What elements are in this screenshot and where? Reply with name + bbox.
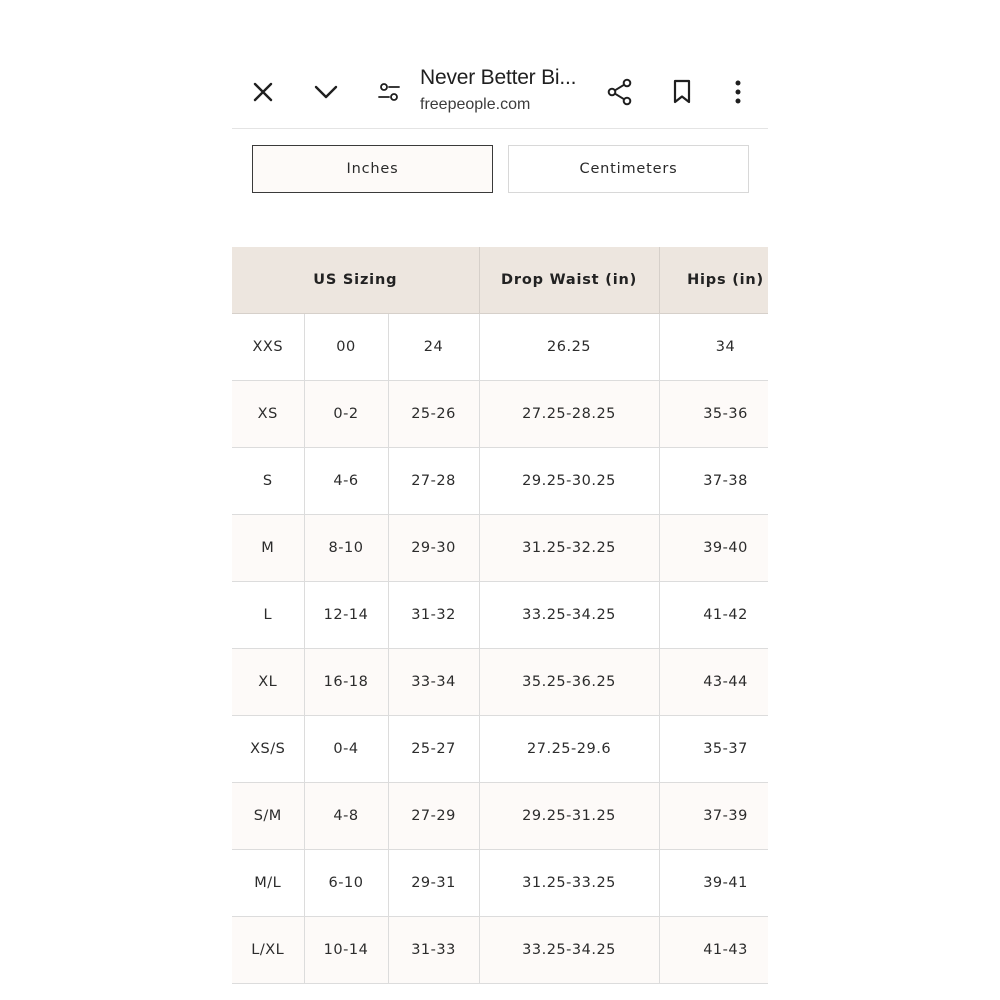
hips-cell: 39-41: [659, 850, 768, 917]
waist-range-cell: 31-33: [388, 917, 479, 984]
hips-cell: 35-36: [659, 381, 768, 448]
hips-cell: 35-37: [659, 716, 768, 783]
table-body: [232, 314, 768, 984]
size-chart-table: [232, 247, 768, 984]
us-size-cell: 10-14: [304, 917, 388, 984]
waist-range-cell: 27-28: [388, 448, 479, 515]
close-button[interactable]: [243, 72, 283, 112]
more-vert-icon: [733, 79, 743, 105]
unit-centimeters-button[interactable]: Centimeters: [508, 145, 749, 193]
size-label-cell: S/M: [232, 783, 304, 850]
size-label-cell: L: [232, 582, 304, 649]
drop-waist-cell: 27.25-29.6: [479, 716, 659, 783]
page-title: Never Better Bi...: [420, 66, 577, 89]
tune-icon: [377, 81, 401, 103]
table-row: [232, 448, 768, 515]
header-us-sizing: US Sizing: [232, 247, 479, 314]
hips-cell: 41-42: [659, 582, 768, 649]
header-drop-waist: Drop Waist (in): [479, 247, 659, 314]
hips-cell: 34: [659, 314, 768, 381]
size-label-cell: M: [232, 515, 304, 582]
waist-range-cell: 31-32: [388, 582, 479, 649]
unit-inches-button[interactable]: Inches: [252, 145, 493, 193]
page-url: freepeople.com: [420, 96, 531, 113]
us-size-cell: 4-8: [304, 783, 388, 850]
drop-waist-cell: 27.25-28.25: [479, 381, 659, 448]
minimize-button[interactable]: [306, 72, 346, 112]
size-label-cell: L/XL: [232, 917, 304, 984]
table-row: [232, 716, 768, 783]
chevron-down-icon: [313, 81, 339, 103]
share-icon: [606, 78, 634, 106]
size-label-cell: XS: [232, 381, 304, 448]
bookmark-button[interactable]: [662, 72, 702, 112]
hips-cell: 41-43: [659, 917, 768, 984]
table-row: [232, 381, 768, 448]
waist-range-cell: 33-34: [388, 649, 479, 716]
hips-cell: 37-38: [659, 448, 768, 515]
drop-waist-cell: 29.25-30.25: [479, 448, 659, 515]
site-settings-button[interactable]: [369, 72, 409, 112]
waist-range-cell: 29-31: [388, 850, 479, 917]
table-row: [232, 582, 768, 649]
size-label-cell: S: [232, 448, 304, 515]
table-row: [232, 314, 768, 381]
hips-cell: 39-40: [659, 515, 768, 582]
more-options-button[interactable]: [718, 72, 758, 112]
size-label-cell: XS/S: [232, 716, 304, 783]
waist-range-cell: 24: [388, 314, 479, 381]
waist-range-cell: 29-30: [388, 515, 479, 582]
table-row: [232, 850, 768, 917]
drop-waist-cell: 35.25-36.25: [479, 649, 659, 716]
waist-range-cell: 25-26: [388, 381, 479, 448]
waist-range-cell: 27-29: [388, 783, 479, 850]
drop-waist-cell: 33.25-34.25: [479, 582, 659, 649]
browser-viewport: [232, 58, 768, 1000]
drop-waist-cell: 26.25: [479, 314, 659, 381]
hips-cell: 37-39: [659, 783, 768, 850]
drop-waist-cell: 31.25-33.25: [479, 850, 659, 917]
us-size-cell: 4-6: [304, 448, 388, 515]
share-button[interactable]: [600, 72, 640, 112]
size-label-cell: M/L: [232, 850, 304, 917]
size-label-cell: XXS: [232, 314, 304, 381]
bookmark-icon: [671, 79, 693, 105]
hips-cell: 43-44: [659, 649, 768, 716]
table-row: [232, 649, 768, 716]
table-header-row: [232, 247, 768, 314]
us-size-cell: 12-14: [304, 582, 388, 649]
header-hips: Hips (in): [659, 247, 768, 314]
us-size-cell: 00: [304, 314, 388, 381]
size-label-cell: XL: [232, 649, 304, 716]
us-size-cell: 8-10: [304, 515, 388, 582]
drop-waist-cell: 33.25-34.25: [479, 917, 659, 984]
drop-waist-cell: 31.25-32.25: [479, 515, 659, 582]
table-row: [232, 515, 768, 582]
us-size-cell: 0-2: [304, 381, 388, 448]
us-size-cell: 16-18: [304, 649, 388, 716]
browser-top-bar: [232, 58, 768, 129]
us-size-cell: 6-10: [304, 850, 388, 917]
waist-range-cell: 25-27: [388, 716, 479, 783]
us-size-cell: 0-4: [304, 716, 388, 783]
close-icon: [252, 81, 274, 103]
table-row: [232, 783, 768, 850]
drop-waist-cell: 29.25-31.25: [479, 783, 659, 850]
table-row: [232, 917, 768, 984]
